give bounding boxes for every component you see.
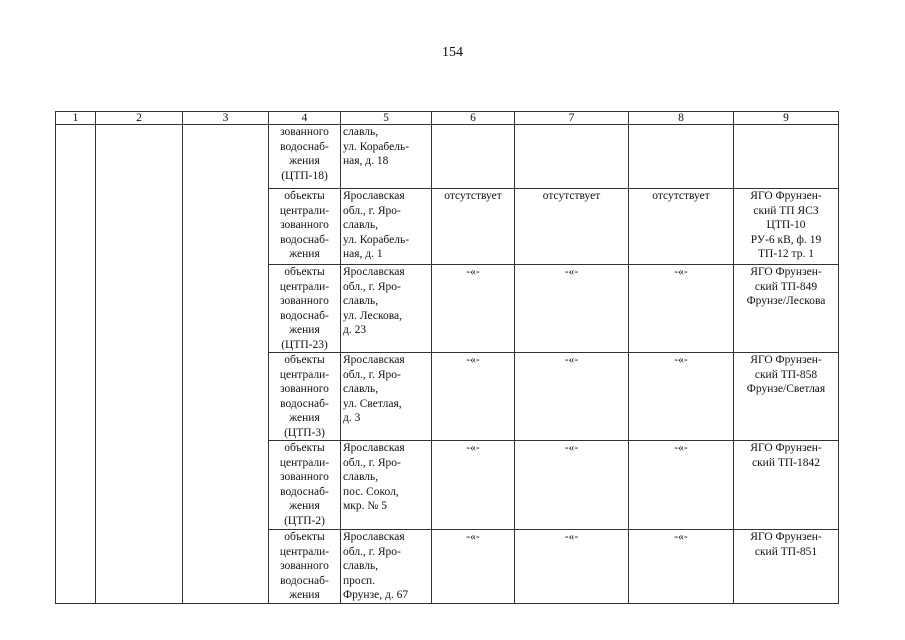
col7-cell: -«- [564,531,579,543]
column-header-9: 9 [734,112,839,125]
column-header-3: 3 [183,112,269,125]
col1-cell [56,125,96,604]
address-cell: Ярославская обл., г. Яро- славль, пос. Сокол, мкр. № 5 [343,442,405,512]
column-header-7: 7 [515,112,629,125]
col8-cell: -«- [674,354,688,366]
data-table [55,111,839,604]
address-cell: Ярославская обл., г. Яро- славль, ул. Лескова, д. 23 [343,266,405,336]
col6-cell: -«- [466,442,480,454]
column-header-4: 4 [269,112,341,125]
col6-cell: отсутствует [444,190,502,202]
column-number-row [56,112,839,125]
col3-cell [183,125,269,604]
object-type-cell: объекты централи- зованного водоснаб- жения (ЦТП-23) [279,266,330,351]
col7-cell: -«- [564,354,579,366]
col7-cell: -«- [564,442,579,454]
address-cell: славль, ул. Корабель- ная, д. 18 [343,126,410,167]
power-source-cell: ЯГО Фрунзен- ский ТП-849 Фрунзе/Лескова [746,266,826,307]
col7-cell: -«- [564,266,579,278]
power-source-cell: ЯГО Фрунзен- ский ТП-851 [750,531,822,558]
col8-cell: -«- [674,531,688,543]
power-source-cell: ЯГО Фрунзен- ский ТП ЯСЗ ЦТП-10 РУ-6 кВ, ф. 19 ТП-12 тр. 1 [750,190,822,260]
col6-cell: -«- [466,354,480,366]
table-row [56,125,839,189]
address-cell: Ярославская обл., г. Яро- славль, просп. Фрунзе, д. 67 [343,531,409,601]
col8-cell: отсутствует [652,190,710,202]
power-source-cell: ЯГО Фрунзен- ский ТП-1842 [750,442,822,469]
col2-cell [96,125,183,604]
column-header-1: 1 [56,112,96,125]
object-type-cell: объекты централи- зованного водоснаб- жения (ЦТП-3) [279,354,330,439]
address-cell: Ярославская обл., г. Яро- славль, ул. Светлая, д. 3 [343,354,405,424]
column-header-8: 8 [629,112,734,125]
column-header-5: 5 [341,112,432,125]
column-header-6: 6 [432,112,515,125]
object-type-cell: зованного водоснаб- жения (ЦТП-18) [280,126,329,182]
col8-cell: -«- [674,266,688,278]
address-cell: Ярославская обл., г. Яро- славль, ул. Корабель- ная, д. 1 [343,190,410,260]
col6-cell: -«- [466,266,480,278]
col7-cell: отсутствует [542,190,601,202]
object-type-cell: объекты централи- зованного водоснаб- жения [279,531,330,601]
object-type-cell: объекты централи- зованного водоснаб- жения [279,190,330,260]
object-type-cell: объекты централи- зованного водоснаб- жения (ЦТП-2) [279,442,330,527]
power-source-cell: ЯГО Фрунзен- ский ТП-858 Фрунзе/Светлая [746,354,826,395]
column-header-2: 2 [96,112,183,125]
page-number: 154 [442,45,463,60]
col8-cell: -«- [674,442,688,454]
col6-cell: -«- [466,531,480,543]
